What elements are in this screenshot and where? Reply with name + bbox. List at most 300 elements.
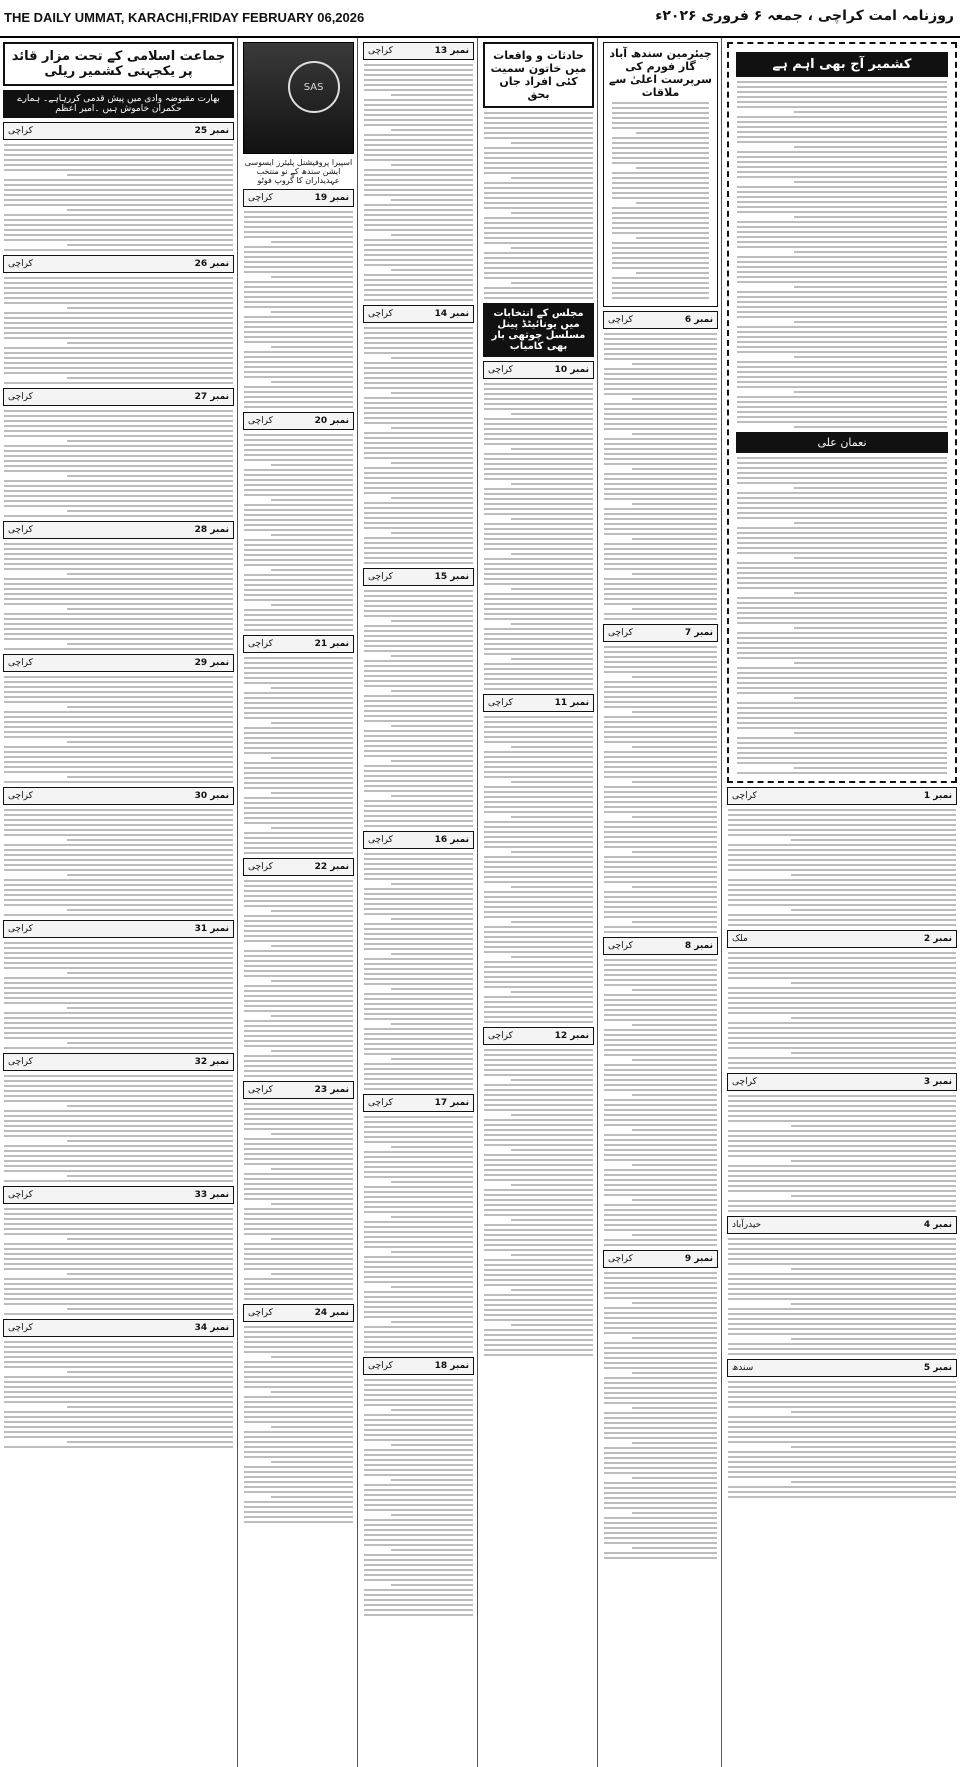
- kashmir-body: [733, 81, 951, 428]
- text-line: [4, 239, 233, 241]
- text-line: [244, 326, 353, 328]
- text-line: [4, 164, 233, 166]
- text-line: [484, 533, 593, 535]
- text-line: [728, 854, 956, 856]
- text-line: [271, 1356, 353, 1358]
- text-line: [364, 820, 473, 822]
- text-line: [484, 726, 593, 728]
- section-body: [360, 1116, 477, 1353]
- text-line: [4, 460, 233, 462]
- text-line: [364, 194, 473, 196]
- text-line: [484, 811, 593, 813]
- text-line: [4, 1085, 233, 1087]
- text-line: [737, 116, 947, 118]
- text-line: [604, 974, 717, 976]
- text-line: [244, 667, 353, 669]
- text-line: [4, 179, 233, 181]
- text-line: [4, 1253, 233, 1255]
- text-line: [604, 1204, 717, 1206]
- text-line: [4, 1017, 233, 1019]
- section-number: نمبر 17: [434, 1098, 469, 1108]
- text-line: [737, 547, 947, 549]
- section-body: [240, 657, 357, 854]
- text-line: [484, 1089, 593, 1091]
- text-line: [604, 618, 717, 620]
- section-chip: [483, 694, 594, 712]
- text-line: [244, 514, 353, 516]
- section-label: کراچی: [8, 259, 33, 269]
- text-line: [737, 602, 947, 604]
- text-line: [794, 426, 947, 428]
- text-line: [511, 212, 593, 214]
- section-label: کراچی: [248, 862, 273, 872]
- text-line: [244, 439, 353, 441]
- text-line: [364, 119, 473, 121]
- text-line: [67, 1273, 233, 1275]
- section-body: [0, 809, 237, 916]
- text-line: [604, 681, 717, 683]
- text-line: [737, 607, 947, 609]
- text-line: [484, 1279, 593, 1281]
- text-line: [364, 249, 473, 251]
- text-line: [391, 1409, 473, 1411]
- text-line: [737, 722, 947, 724]
- text-line: [484, 172, 593, 174]
- text-line: [364, 1196, 473, 1198]
- text-line: [67, 1441, 233, 1443]
- text-line: [612, 112, 709, 114]
- text-line: [484, 117, 593, 119]
- text-line: [244, 920, 353, 922]
- text-line: [728, 967, 956, 969]
- text-line: [612, 287, 709, 289]
- text-line: [737, 742, 947, 744]
- text-line: [364, 735, 473, 737]
- text-line: [364, 522, 473, 524]
- text-line: [4, 219, 233, 221]
- text-line: [604, 508, 717, 510]
- text-line: [484, 1054, 593, 1056]
- text-line: [4, 1150, 233, 1152]
- text-line: [794, 767, 947, 769]
- text-line: [4, 372, 233, 374]
- text-line: [364, 615, 473, 617]
- section-chip: [243, 858, 354, 876]
- text-line: [4, 1213, 233, 1215]
- text-line: [244, 1075, 353, 1077]
- text-line: [794, 662, 947, 664]
- text-line: [604, 1507, 717, 1509]
- text-line: [604, 493, 717, 495]
- text-line: [364, 750, 473, 752]
- text-line: [244, 742, 353, 744]
- text-line: [244, 599, 353, 601]
- text-line: [604, 488, 717, 490]
- text-line: [612, 252, 709, 254]
- text-line: [604, 1054, 717, 1056]
- text-line: [632, 781, 717, 783]
- text-line: [737, 542, 947, 544]
- text-line: [4, 781, 233, 783]
- text-line: [364, 1504, 473, 1506]
- text-line: [737, 622, 947, 624]
- text-line: [244, 1336, 353, 1338]
- text-line: [794, 111, 947, 113]
- text-line: [4, 450, 233, 452]
- text-line: [244, 1248, 353, 1250]
- text-line: [484, 463, 593, 465]
- text-line: [791, 1017, 956, 1019]
- text-line: [604, 776, 717, 778]
- text-line: [728, 1353, 956, 1355]
- text-line: [391, 690, 473, 692]
- text-line: [244, 965, 353, 967]
- text-line: [484, 1339, 593, 1341]
- text-line: [244, 1401, 353, 1403]
- text-line: [364, 903, 473, 905]
- text-line: [391, 462, 473, 464]
- text-line: [604, 959, 717, 961]
- text-line: [791, 1195, 956, 1197]
- text-line: [244, 444, 353, 446]
- text-line: [604, 1467, 717, 1469]
- text-line: [791, 1303, 956, 1305]
- text-line: [728, 1032, 956, 1034]
- text-line: [737, 331, 947, 333]
- text-line: [484, 1234, 593, 1236]
- text-line: [364, 1241, 473, 1243]
- text-line: [484, 1189, 593, 1191]
- text-line: [364, 1171, 473, 1173]
- text-line: [484, 1011, 593, 1013]
- text-line: [4, 879, 233, 881]
- text-line: [604, 1357, 717, 1359]
- text-line: [511, 1289, 593, 1291]
- text-line: [4, 455, 233, 457]
- text-line: [604, 1447, 717, 1449]
- text-line: [604, 901, 717, 903]
- text-line: [604, 523, 717, 525]
- text-line: [244, 772, 353, 774]
- text-line: [4, 1376, 233, 1378]
- text-line: [484, 871, 593, 873]
- text-line: [737, 306, 947, 308]
- text-line: [364, 557, 473, 559]
- text-line: [636, 132, 710, 134]
- section-label: کراچی: [608, 1254, 633, 1264]
- text-line: [737, 141, 947, 143]
- text-line: [244, 336, 353, 338]
- text-line: [794, 286, 947, 288]
- text-line: [4, 1313, 233, 1315]
- text-line: [4, 1411, 233, 1413]
- text-line: [364, 1484, 473, 1486]
- text-line: [67, 1406, 233, 1408]
- text-line: [737, 637, 947, 639]
- text-line: [737, 687, 947, 689]
- text-line: [4, 362, 233, 364]
- text-line: [604, 1239, 717, 1241]
- text-line: [244, 1005, 353, 1007]
- text-line: [364, 239, 473, 241]
- text-line: [484, 1224, 593, 1226]
- text-line: [612, 292, 709, 294]
- section-number: نمبر 31: [194, 924, 229, 934]
- text-line: [484, 257, 593, 259]
- text-line: [67, 440, 233, 442]
- text-line: [511, 1079, 593, 1081]
- text-line: [604, 1034, 717, 1036]
- text-line: [728, 1451, 956, 1453]
- text-line: [484, 936, 593, 938]
- text-line: [604, 1209, 717, 1211]
- text-line: [364, 174, 473, 176]
- text-line: [364, 134, 473, 136]
- section-chip: [243, 635, 354, 653]
- text-line: [364, 1544, 473, 1546]
- text-line: [4, 1100, 233, 1102]
- text-line: [244, 940, 353, 942]
- section-chip: [363, 568, 474, 586]
- text-line: [391, 199, 473, 201]
- text-line: [364, 517, 473, 519]
- text-line: [632, 1059, 717, 1061]
- text-line: [364, 1296, 473, 1298]
- text-line: [737, 236, 947, 238]
- text-line: [604, 548, 717, 550]
- text-line: [364, 675, 473, 677]
- text-line: [511, 413, 593, 415]
- text-line: [271, 311, 353, 313]
- text-line: [737, 221, 947, 223]
- text-line: [484, 1064, 593, 1066]
- text-line: [484, 1094, 593, 1096]
- text-line: [728, 1421, 956, 1423]
- text-line: [364, 109, 473, 111]
- text-line: [484, 528, 593, 530]
- text-line: [604, 603, 717, 605]
- text-line: [604, 1297, 717, 1299]
- text-line: [604, 721, 717, 723]
- text-line: [604, 1307, 717, 1309]
- text-line: [364, 1394, 473, 1396]
- text-line: [4, 1047, 233, 1049]
- text-line: [612, 117, 709, 119]
- text-line: [364, 963, 473, 965]
- text-line: [604, 826, 717, 828]
- text-line: [4, 1346, 233, 1348]
- text-line: [364, 1609, 473, 1611]
- text-line: [244, 1466, 353, 1468]
- text-line: [604, 1272, 717, 1274]
- text-line: [244, 802, 353, 804]
- text-line: [511, 1254, 593, 1256]
- text-line: [67, 1308, 233, 1310]
- text-line: [4, 465, 233, 467]
- text-line: [511, 781, 593, 783]
- text-line: [364, 928, 473, 930]
- text-line: [364, 1384, 473, 1386]
- text-line: [4, 731, 233, 733]
- text-line: [728, 1396, 956, 1398]
- section-chip: [363, 831, 474, 849]
- text-line: [244, 1188, 353, 1190]
- text-line: [67, 1105, 233, 1107]
- section-label: کراچی: [8, 791, 33, 801]
- text-line: [244, 1118, 353, 1120]
- text-line: [4, 149, 233, 151]
- text-line: [364, 1068, 473, 1070]
- text-line: [244, 767, 353, 769]
- section-number: نمبر 5: [923, 1363, 952, 1373]
- text-line: [4, 686, 233, 688]
- text-line: [4, 505, 233, 507]
- text-line: [484, 866, 593, 868]
- text-line: [244, 782, 353, 784]
- text-line: [244, 494, 353, 496]
- text-line: [794, 356, 947, 358]
- text-line: [511, 956, 593, 958]
- text-line: [737, 647, 947, 649]
- section-label: کراچی: [732, 1077, 757, 1087]
- section-chip: [603, 311, 718, 329]
- text-line: [484, 1016, 593, 1018]
- section-number: نمبر 18: [434, 1361, 469, 1371]
- text-line: [604, 1367, 717, 1369]
- text-line: [612, 182, 709, 184]
- text-line: [484, 1304, 593, 1306]
- section-chip: [243, 1081, 354, 1099]
- text-line: [604, 1282, 717, 1284]
- text-line: [604, 338, 717, 340]
- text-line: [632, 1024, 717, 1026]
- text-line: [737, 371, 947, 373]
- text-line: [244, 216, 353, 218]
- text-line: [604, 1292, 717, 1294]
- text-line: [4, 889, 233, 891]
- text-line: [604, 1397, 717, 1399]
- text-line: [4, 869, 233, 871]
- text-line: [604, 671, 717, 673]
- text-line: [271, 1015, 353, 1017]
- text-line: [484, 603, 593, 605]
- text-line: [728, 1027, 956, 1029]
- text-line: [484, 826, 593, 828]
- text-line: [391, 497, 473, 499]
- text-line: [364, 139, 473, 141]
- text-line: [4, 297, 233, 299]
- section-number: نمبر 19: [314, 193, 349, 203]
- text-line: [604, 473, 717, 475]
- text-line: [484, 771, 593, 773]
- text-line: [271, 910, 353, 912]
- text-line: [4, 1446, 233, 1448]
- text-line: [737, 406, 947, 408]
- text-line: [484, 127, 593, 129]
- text-line: [364, 715, 473, 717]
- text-line: [4, 199, 233, 201]
- text-line: [737, 231, 947, 233]
- text-line: [244, 1486, 353, 1488]
- text-line: [244, 406, 353, 408]
- text-line: [604, 731, 717, 733]
- text-line: [484, 688, 593, 690]
- text-line: [604, 403, 717, 405]
- text-line: [737, 477, 947, 479]
- text-line: [604, 1387, 717, 1389]
- text-line: [484, 876, 593, 878]
- text-line: [484, 242, 593, 244]
- section-body: [724, 1381, 960, 1498]
- text-line: [364, 1454, 473, 1456]
- text-line: [4, 721, 233, 723]
- text-line: [604, 1214, 717, 1216]
- text-line: [604, 796, 717, 798]
- text-line: [604, 926, 717, 928]
- text-line: [737, 712, 947, 714]
- text-line: [271, 945, 353, 947]
- text-line: [737, 271, 947, 273]
- text-line: [244, 574, 353, 576]
- text-line: [604, 1557, 717, 1559]
- text-line: [364, 943, 473, 945]
- text-line: [244, 807, 353, 809]
- text-line: [244, 817, 353, 819]
- section-body: [240, 1326, 357, 1523]
- text-line: [244, 544, 353, 546]
- text-line: [4, 1401, 233, 1403]
- text-line: [737, 411, 947, 413]
- section-body: [360, 327, 477, 564]
- text-line: [604, 964, 717, 966]
- text-line: [244, 454, 353, 456]
- text-line: [4, 224, 233, 226]
- text-line: [604, 1219, 717, 1221]
- text-line: [391, 918, 473, 920]
- text-line: [728, 1476, 956, 1478]
- text-line: [737, 121, 947, 123]
- text-line: [244, 1331, 353, 1333]
- text-line: [4, 204, 233, 206]
- text-line: [364, 873, 473, 875]
- text-line: [484, 1109, 593, 1111]
- text-line: [484, 1244, 593, 1246]
- text-line: [632, 851, 717, 853]
- text-line: [604, 483, 717, 485]
- text-line: [484, 157, 593, 159]
- text-line: [364, 815, 473, 817]
- section-label: کراچی: [8, 525, 33, 535]
- text-line: [484, 508, 593, 510]
- text-line: [364, 665, 473, 667]
- text-line: [271, 1168, 353, 1170]
- text-line: [4, 302, 233, 304]
- text-line: [604, 736, 717, 738]
- text-line: [632, 503, 717, 505]
- text-line: [391, 1321, 473, 1323]
- text-line: [244, 712, 353, 714]
- text-line: [244, 847, 353, 849]
- text-line: [737, 572, 947, 574]
- text-line: [391, 655, 473, 657]
- text-line: [67, 573, 233, 575]
- text-line: [484, 147, 593, 149]
- text-line: [364, 209, 473, 211]
- text-line: [4, 598, 233, 600]
- text-line: [244, 1456, 353, 1458]
- text-line: [4, 977, 233, 979]
- section-number: نمبر 22: [314, 862, 349, 872]
